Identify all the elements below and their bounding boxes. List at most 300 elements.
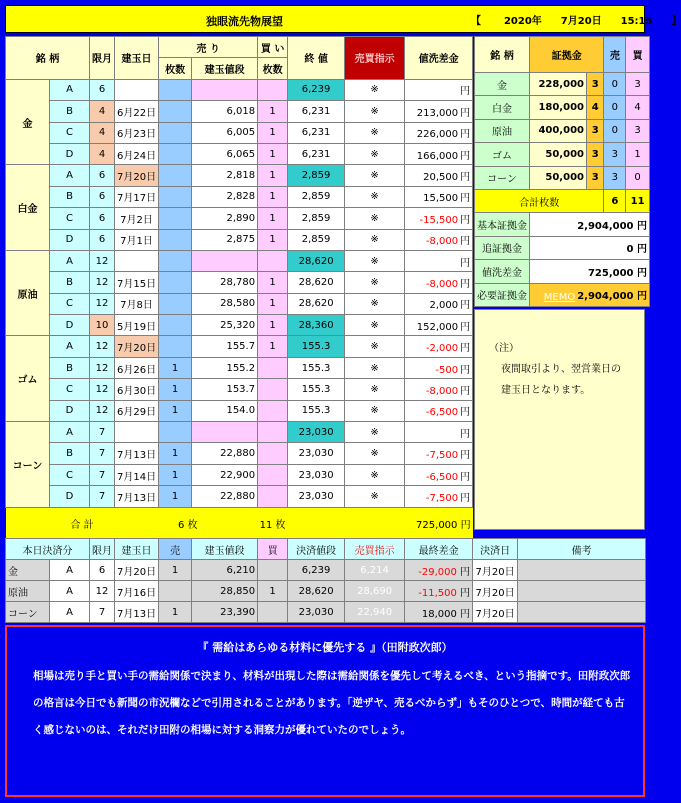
settle-s: 1 xyxy=(159,602,192,623)
month-cell: 4 xyxy=(90,101,115,122)
signal: ※ xyxy=(345,165,405,186)
header-signal: 売買指示 xyxy=(345,37,405,80)
lot-label: A xyxy=(50,336,90,357)
month-cell: 6 xyxy=(90,208,115,229)
yen-unit: 円 xyxy=(460,150,471,162)
quote-box xyxy=(5,625,645,797)
summary-margin: 50,000 xyxy=(530,166,587,189)
close-price: 155.3 xyxy=(288,357,345,378)
commodity-name: 白金 xyxy=(6,165,50,251)
lot-label: C xyxy=(50,293,90,314)
month-cell: 10 xyxy=(90,315,115,336)
header-sell-qty: 枚数 xyxy=(159,58,192,79)
month-cell: 7 xyxy=(90,486,115,507)
sell-qty xyxy=(159,208,192,229)
total-buy-qty: 11 xyxy=(259,519,273,531)
settle-s: 1 xyxy=(159,560,192,581)
entry-date: 7月15日 xyxy=(115,272,159,293)
header-buy-qty: 枚数 xyxy=(258,58,288,79)
memo-box xyxy=(474,309,645,530)
header-buy: 買 xyxy=(626,37,650,73)
close-price: 28,620 xyxy=(288,250,345,271)
pl-value: -7,500 xyxy=(425,492,459,504)
signal: ※ xyxy=(345,293,405,314)
total-buy xyxy=(258,507,345,539)
sell-qty: 1 xyxy=(159,400,192,421)
buy-qty: 1 xyxy=(258,143,288,164)
settle-date: 7月20日 xyxy=(473,560,518,581)
summary-sell: 3 xyxy=(604,143,626,166)
settle-pl xyxy=(405,581,473,602)
buy-qty xyxy=(258,422,288,443)
pl-cell xyxy=(405,464,473,485)
pl-cell xyxy=(405,122,473,143)
margin-summary-row xyxy=(475,213,650,236)
buy-qty xyxy=(258,250,288,271)
summary-count: 3 xyxy=(586,166,603,189)
position-row[interactable] xyxy=(6,315,473,336)
settle-settle: 23,030 xyxy=(288,602,345,623)
pl-value: -7,500 xyxy=(425,450,459,462)
settle-price: 28,850 xyxy=(192,581,258,602)
yen-unit: 円 xyxy=(460,257,471,269)
lot-label: C xyxy=(50,379,90,400)
entry-date xyxy=(115,79,159,100)
settlement-header: 備考 xyxy=(518,539,646,560)
lot-label: D xyxy=(50,486,90,507)
yen-unit: 円 xyxy=(460,428,471,440)
settle-sig: 28,690 xyxy=(345,581,405,602)
entry-price: 22,880 xyxy=(192,443,258,464)
settle-price: 6,210 xyxy=(192,560,258,581)
pl-value: -500 xyxy=(435,364,459,376)
entry-date: 7月20日 xyxy=(115,165,159,186)
close-price: 155.3 xyxy=(288,400,345,421)
pl-value: 15,500 xyxy=(423,193,459,205)
close-price: 6,231 xyxy=(288,143,345,164)
count-buy: 11 xyxy=(626,189,650,212)
yen-unit: 円 xyxy=(460,450,471,462)
entry-date: 6月29日 xyxy=(115,400,159,421)
signal: ※ xyxy=(345,250,405,271)
pl-value: -29,000 xyxy=(418,566,457,578)
commodity-name: 金 xyxy=(6,79,50,165)
pl-cell xyxy=(405,165,473,186)
settle-price: 23,390 xyxy=(192,602,258,623)
position-row[interactable] xyxy=(6,486,473,507)
month-cell: 4 xyxy=(90,122,115,143)
position-row[interactable] xyxy=(6,79,473,100)
lot-label: D xyxy=(50,229,90,250)
position-row[interactable] xyxy=(6,101,473,122)
sell-qty: 1 xyxy=(159,486,192,507)
pl-cell xyxy=(405,486,473,507)
yen-unit: 円 xyxy=(460,407,471,419)
header-today-settled: 本日決済分 xyxy=(6,539,90,560)
settlement-header: 最終差金 xyxy=(405,539,473,560)
pl-value: 166,000 xyxy=(416,150,459,162)
lot-label: D xyxy=(50,143,90,164)
buy-qty: 1 xyxy=(258,101,288,122)
buy-qty: 1 xyxy=(258,229,288,250)
signal: ※ xyxy=(345,464,405,485)
yen-unit: 円 xyxy=(460,343,471,355)
yen-unit: 円 xyxy=(460,278,471,290)
settle-pl xyxy=(405,560,473,581)
summary-buy: 4 xyxy=(626,96,650,119)
settlement-row xyxy=(6,581,646,602)
yen-unit: 円 xyxy=(460,236,471,248)
total-label: 合 計 xyxy=(6,507,159,539)
month-cell: 12 xyxy=(90,336,115,357)
settlement-header: 売 xyxy=(159,539,192,560)
lot-label: A xyxy=(50,79,90,100)
yen-unit: 円 xyxy=(460,492,471,504)
position-row[interactable] xyxy=(6,250,473,271)
header-entry-price: 建玉値段 xyxy=(192,58,258,79)
close-price: 28,360 xyxy=(288,315,345,336)
settle-sig: 22,940 xyxy=(345,602,405,623)
pl-cell xyxy=(405,143,473,164)
settle-d: 7月16日 xyxy=(115,581,159,602)
pl-value: 2,000 xyxy=(429,300,459,312)
close-price: 155.3 xyxy=(288,336,345,357)
pl-value: 226,000 xyxy=(416,129,459,141)
close-price: 23,030 xyxy=(288,443,345,464)
quote-title: 『 需給はあらゆる材料に優先する 』（田附政次郎） xyxy=(197,641,453,654)
total-buy-unit: 枚 xyxy=(275,519,286,531)
position-row[interactable] xyxy=(6,443,473,464)
lot-label: A xyxy=(50,250,90,271)
settle-b: 1 xyxy=(258,581,288,602)
close-price: 23,030 xyxy=(288,422,345,443)
header-buy: 買 い xyxy=(258,37,288,58)
pl-value: -8,000 xyxy=(425,236,459,248)
lot-label: C xyxy=(50,464,90,485)
count-label: 合計枚数 xyxy=(475,189,604,212)
signal: ※ xyxy=(345,143,405,164)
header-brand: 銘 柄 xyxy=(6,37,90,80)
settle-settle: 6,239 xyxy=(288,560,345,581)
position-row[interactable] xyxy=(6,186,473,207)
entry-price: 2,818 xyxy=(192,165,258,186)
pl-cell xyxy=(405,293,473,314)
header-row-1 xyxy=(6,37,473,58)
entry-price: 22,880 xyxy=(192,486,258,507)
entry-price: 28,580 xyxy=(192,293,258,314)
signal: ※ xyxy=(345,272,405,293)
summary-margin: 400,000 xyxy=(530,119,587,142)
month-cell: 12 xyxy=(90,400,115,421)
buy-qty xyxy=(258,379,288,400)
signal: ※ xyxy=(345,122,405,143)
summary-margin: 228,000 xyxy=(530,73,587,96)
title-bar xyxy=(5,5,681,33)
yen-unit: 円 xyxy=(460,471,471,483)
sell-qty: 1 xyxy=(159,464,192,485)
lot-label: A xyxy=(50,165,90,186)
signal: ※ xyxy=(345,379,405,400)
close-price: 2,859 xyxy=(288,229,345,250)
position-row[interactable] xyxy=(6,293,473,314)
entry-price: 2,875 xyxy=(192,229,258,250)
position-row[interactable] xyxy=(6,422,473,443)
quote-body: 相場は売り手と買い手の需給関係で決まり、材料が出現した際は需給関係を優先して考えるべき、という指摘です。田附政次郎の格言は今日でも新聞の市況欄などで引用されることがあります。「逆ザヤ、売るべからず」もそのひとつで、時間が経ても古く感じないのは、それだけ田附の相場に対する洞察力が優れていたのでしょう。 xyxy=(33,670,631,736)
summary-count: 3 xyxy=(586,119,603,142)
settlement-header: 建玉値段 xyxy=(192,539,258,560)
buy-qty xyxy=(258,400,288,421)
close-price: 2,859 xyxy=(288,208,345,229)
entry-date: 6月24日 xyxy=(115,143,159,164)
pl-cell xyxy=(405,101,473,122)
month-cell: 6 xyxy=(90,165,115,186)
date-time xyxy=(471,12,681,27)
pl-value: -6,500 xyxy=(425,407,459,419)
summary-buy: 1 xyxy=(626,143,650,166)
pl-cell xyxy=(405,272,473,293)
signal: ※ xyxy=(345,443,405,464)
buy-qty: 1 xyxy=(258,272,288,293)
position-row[interactable] xyxy=(6,357,473,378)
position-row[interactable] xyxy=(6,400,473,421)
yen-unit: 円 xyxy=(460,587,471,599)
entry-date: 7月2日 xyxy=(115,208,159,229)
yen-unit: 円 xyxy=(460,385,471,397)
buy-qty: 1 xyxy=(258,122,288,143)
position-row[interactable] xyxy=(6,272,473,293)
sell-qty: 1 xyxy=(159,357,192,378)
yen-unit: 円 xyxy=(460,193,471,205)
margin-summary-row xyxy=(475,236,650,259)
header-sell: 売 xyxy=(604,37,626,73)
summary-count: 4 xyxy=(586,96,603,119)
date-label: 7月20日 xyxy=(560,16,602,27)
entry-price: 6,065 xyxy=(192,143,258,164)
yen-unit: 円 xyxy=(460,107,471,119)
entry-price xyxy=(192,79,258,100)
settlement-header: 限月 xyxy=(90,539,115,560)
sell-qty: 1 xyxy=(159,379,192,400)
month-cell: 7 xyxy=(90,443,115,464)
entry-price: 155.7 xyxy=(192,336,258,357)
settlement-header: 売買指示 xyxy=(345,539,405,560)
sell-qty xyxy=(159,165,192,186)
memo-link[interactable]: MEMO xyxy=(543,292,576,303)
settle-note xyxy=(518,560,646,581)
entry-price: 154.0 xyxy=(192,400,258,421)
signal: ※ xyxy=(345,229,405,250)
yen-unit: 円 xyxy=(460,172,471,184)
entry-price: 155.2 xyxy=(192,357,258,378)
position-row[interactable] xyxy=(6,336,473,357)
pl-cell xyxy=(405,336,473,357)
margin-summary-row xyxy=(475,260,650,283)
signal: ※ xyxy=(345,208,405,229)
time-label: 15:15 xyxy=(620,16,653,27)
month-cell: 6 xyxy=(90,186,115,207)
pl-cell xyxy=(405,208,473,229)
settle-settle: 28,620 xyxy=(288,581,345,602)
position-row[interactable] xyxy=(6,165,473,186)
settlement-row xyxy=(6,560,646,581)
summary-value: 2,904,000 円 xyxy=(530,213,650,236)
entry-price: 6,005 xyxy=(192,122,258,143)
month-cell: 6 xyxy=(90,79,115,100)
pl-value: -8,000 xyxy=(425,385,459,397)
signal: ※ xyxy=(345,486,405,507)
buy-qty xyxy=(258,357,288,378)
yen-unit: 円 xyxy=(460,364,471,376)
summary-row xyxy=(475,96,650,119)
lot-label: B xyxy=(50,443,90,464)
position-row[interactable] xyxy=(6,464,473,485)
total-pl-value: 725,000 xyxy=(416,519,458,531)
summary-count: 3 xyxy=(586,73,603,96)
pl-value: 20,500 xyxy=(423,172,459,184)
entry-date: 7月13日 xyxy=(115,486,159,507)
summary-buy: 3 xyxy=(626,73,650,96)
lot-label: C xyxy=(50,122,90,143)
sell-qty xyxy=(159,315,192,336)
settle-d: 7月20日 xyxy=(115,560,159,581)
signal: ※ xyxy=(345,357,405,378)
yen-unit: 円 xyxy=(460,519,471,531)
entry-price xyxy=(192,422,258,443)
entry-price: 25,320 xyxy=(192,315,258,336)
signal: ※ xyxy=(345,186,405,207)
signal: ※ xyxy=(345,400,405,421)
sell-qty xyxy=(159,229,192,250)
pl-value: -11,500 xyxy=(418,587,457,599)
month-cell: 12 xyxy=(90,357,115,378)
pl-cell xyxy=(405,315,473,336)
entry-date: 6月30日 xyxy=(115,379,159,400)
settle-pl xyxy=(405,602,473,623)
yen-unit: 円 xyxy=(460,300,471,312)
total-sell-qty: 6 xyxy=(178,519,185,531)
entry-date: 7月20日 xyxy=(115,336,159,357)
settle-name: コーン xyxy=(6,602,50,623)
summary-sell: 3 xyxy=(604,166,626,189)
count-sell: 6 xyxy=(604,189,626,212)
pl-cell xyxy=(405,186,473,207)
month-cell: 12 xyxy=(90,379,115,400)
header-brand: 銘 柄 xyxy=(475,37,530,73)
settle-note xyxy=(518,602,646,623)
summary-row xyxy=(475,166,650,189)
entry-date: 5月19日 xyxy=(115,315,159,336)
entry-price: 2,890 xyxy=(192,208,258,229)
summary-name: 金 xyxy=(475,73,530,96)
position-row[interactable] xyxy=(6,143,473,164)
lot-label: B xyxy=(50,186,90,207)
signal: ※ xyxy=(345,101,405,122)
month-cell: 7 xyxy=(90,464,115,485)
entry-date: 7月13日 xyxy=(115,443,159,464)
settle-note xyxy=(518,581,646,602)
lot-label: C xyxy=(50,208,90,229)
positions-table xyxy=(5,36,473,539)
settle-name: 原油 xyxy=(6,581,50,602)
sell-qty xyxy=(159,101,192,122)
position-row[interactable] xyxy=(6,208,473,229)
memo-note: （注） xyxy=(489,343,519,354)
close-price: 2,859 xyxy=(288,186,345,207)
position-row[interactable] xyxy=(6,229,473,250)
settle-m: 6 xyxy=(90,560,115,581)
settle-l: A xyxy=(50,581,90,602)
summary-name: 白金 xyxy=(475,96,530,119)
entry-date xyxy=(115,250,159,271)
pl-value: -8,000 xyxy=(425,278,459,290)
entry-price: 22,900 xyxy=(192,464,258,485)
position-row[interactable] xyxy=(6,122,473,143)
settlement-row xyxy=(6,602,646,623)
month-cell: 12 xyxy=(90,272,115,293)
commodity-name: ゴム xyxy=(6,336,50,422)
yen-unit: 円 xyxy=(460,129,471,141)
position-row[interactable] xyxy=(6,379,473,400)
header-month: 限月 xyxy=(90,37,115,80)
memo-line-1: 夜間取引より、翌営業日の xyxy=(501,364,621,375)
sell-qty: 1 xyxy=(159,443,192,464)
yen-unit: 円 xyxy=(460,86,471,98)
settle-b xyxy=(258,560,288,581)
settlement-header-row xyxy=(6,539,646,560)
summary-sell: 0 xyxy=(604,119,626,142)
buy-qty: 1 xyxy=(258,315,288,336)
settle-l: A xyxy=(50,602,90,623)
settlement-header: 決済日 xyxy=(473,539,518,560)
pl-cell xyxy=(405,250,473,271)
summary-name: ゴム xyxy=(475,143,530,166)
yen-unit: 円 xyxy=(460,214,471,226)
sell-qty xyxy=(159,336,192,357)
entry-date xyxy=(115,422,159,443)
month-cell: 6 xyxy=(90,229,115,250)
entry-price: 6,018 xyxy=(192,101,258,122)
year-label: 2020年 xyxy=(503,16,542,27)
settle-m: 12 xyxy=(90,581,115,602)
summary-value: 725,000 円 xyxy=(530,260,650,283)
buy-qty: 1 xyxy=(258,336,288,357)
settlement-header: 決済値段 xyxy=(288,539,345,560)
summary-buy: 3 xyxy=(626,119,650,142)
summary-sell: 0 xyxy=(604,73,626,96)
summary-value: 2,904,000 円 xyxy=(530,283,650,306)
settlement-header: 買 xyxy=(258,539,288,560)
header-margin: 証拠金 xyxy=(530,37,604,73)
settle-name: 金 xyxy=(6,560,50,581)
pl-cell xyxy=(405,443,473,464)
total-pl xyxy=(345,507,473,539)
entry-price xyxy=(192,250,258,271)
entry-price: 153.7 xyxy=(192,379,258,400)
pl-cell xyxy=(405,79,473,100)
settle-d: 7月13日 xyxy=(115,602,159,623)
settle-l: A xyxy=(50,560,90,581)
total-sell xyxy=(159,507,258,539)
close-price: 28,620 xyxy=(288,293,345,314)
summary-table xyxy=(474,36,650,307)
lot-label: A xyxy=(50,422,90,443)
summary-row xyxy=(475,73,650,96)
buy-qty xyxy=(258,464,288,485)
month-cell: 12 xyxy=(90,293,115,314)
summary-label: 値洗差金 xyxy=(475,260,530,283)
buy-qty: 1 xyxy=(258,186,288,207)
pl-cell xyxy=(405,357,473,378)
